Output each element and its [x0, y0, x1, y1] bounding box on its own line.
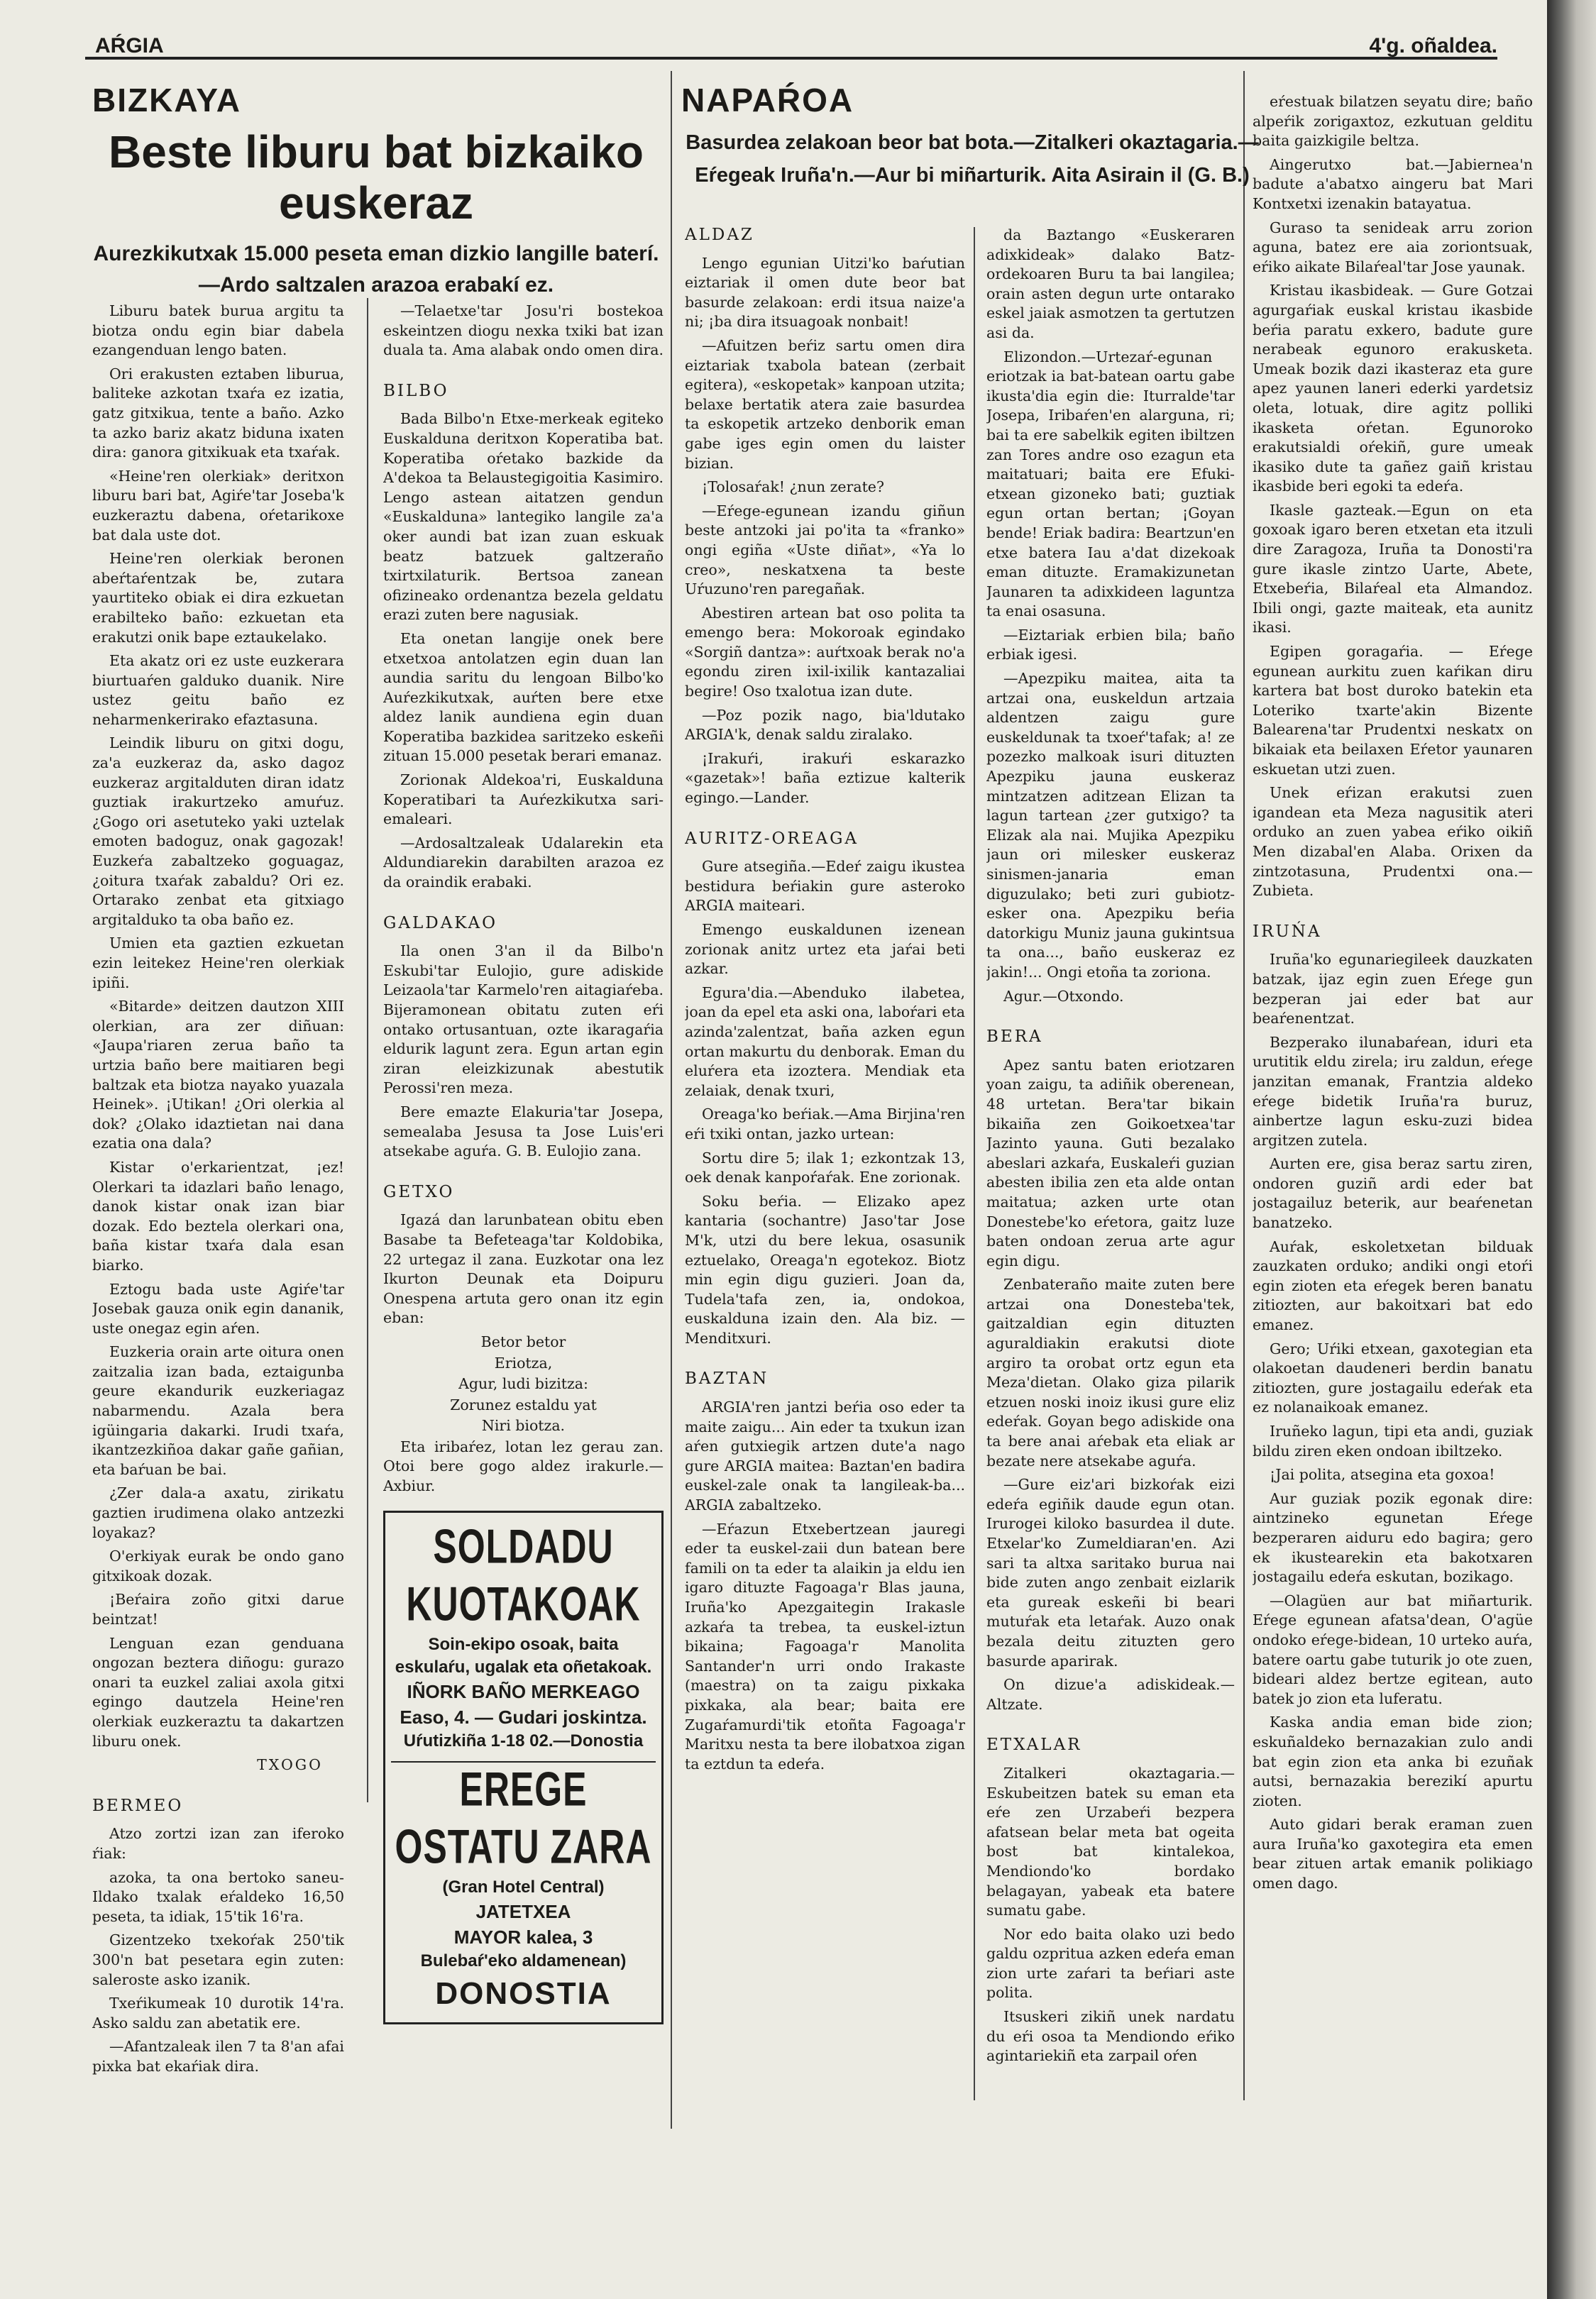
- column-5: [1253, 92, 1533, 2136]
- paragraph: ¡Beŕaira zoño gitxi darue beintzat!: [92, 1591, 344, 1628]
- paragraph: Zorionak Aldekoa'ri, Euskalduna Koperatibari ta Auŕezkikutxa sari-emaleari.: [383, 771, 664, 828]
- paragraph: Txeŕikumeak 10 durotik 14'ra. Asko saldu zan abetatik ere.: [92, 1995, 344, 2031]
- paragraph: azoka, ta ona bertoko saneu-Ildako txalak eŕaldeko 16,50 peseta, ta idiak, 15'tik 16'ra.: [92, 1868, 344, 1925]
- paragraph: ¡Irakuŕi, irakuŕi eskarazko «gazetak»! baña eztizue kalterik egingo.—Lander.: [685, 749, 965, 807]
- ad-line: Easo, 4. — Gudari joskintza.: [400, 1706, 647, 1728]
- paragraph: Leindik liburu on gitxi dogu, za'a euzkeraz da, asko dagoz euzkeraz argitalduten diran idatz guztiak irakurtzeko amuŕuz. ¿Gogo ori asetuteko yaki uztelak emoten badoguz, onak gagozak! Euzkeŕa zabaltzeko goguagaz, ¿oitura txaŕak zabaldu? Ori ez. Ortarako zenbat eta gitxiago argitalduko ta oba baño ez.: [92, 734, 344, 928]
- section-title-bizkaya: BIZKAYA: [92, 82, 241, 118]
- article-subheadline: Basurdea zelakoan beor bat bota.—Zitalkeri okaztagaria.—Eŕegeak Iruña'n.—Aur bi miñarturik. Aita Asirain il (G. B.): [686, 131, 1259, 187]
- advertisement-soldadu: [383, 1511, 664, 2024]
- poem-line: Eriotza,: [494, 1354, 553, 1372]
- paragraph: Iruñeko lagun, tipi eta andi, guziak bildu ziren eken ondoan ibiltzeko.: [1253, 1423, 1533, 1460]
- paragraph: Egura'dia.—Abenduko ilabetea, joan da epel eta aski ona, laboŕari eta azinda'zalentzat, baña azken egun ortan makurtu du denborak. Eman du eluŕera eta izoztera. Mendiak eta zelaiak, denak txuri,: [685, 983, 965, 1099]
- town-heading-etxalar: ETXALAR: [986, 1736, 1082, 1755]
- paragraph: —Apezpiku maitea, aita ta artzai ona, euskeldun artzaia aldentzen zaigu gure euskeldunak ta txoeŕ'tafak; a! ze pozezko malkoak isuri dituzten Apezpiku jauna euskeraz mintzatzen aditzean Elizan ta lagun tartean ¿zer gutxigo? ta Elizak ala nai. Mujika Apezpiku jaun ori milesker euskeraz sinismen-janaria eman diguzulako; beti zuri gubiotz-esker ona. Apezpiku beŕia datorkigu Muniz jauna gukintsua ta ona..., baño euskeraz ez jakin!... Ongi etoña ta zoriona.: [986, 670, 1235, 981]
- ad-title: SOLDADU KUOTAKOAK: [406, 1519, 641, 1631]
- paragraph: Lenguan ezan genduana ongozan beztera diñogu: gurazo onari ta euzkel zaliai axola gitxi egingo dautzela Heine'ren olerkiak euzkeraztu ta dakartzen liburu onek.: [92, 1634, 344, 1750]
- paragraph: Kaska andia eman bide zion; eskuñaldeko bernazakian zulo andi bat egin zion eta anka bi ezuñak autsi, bernazakia berezikí apurtu zioten.: [1253, 1714, 1533, 1809]
- town-heading-galdakao: GALDAKAO: [383, 913, 498, 932]
- paragraph: Heine'ren olerkiak beronen abeŕtaŕentzak be, zutara yaurtiteko obiak ei dira ezkuetan erabilteko baño: ezkuetan eta erakutzi onik bape eztaukelako.: [92, 550, 344, 646]
- town-heading-getxo: GETXO: [383, 1182, 455, 1201]
- paragraph: —Afuitzen beŕiz sartu omen dira eiztariak txabola batean (zerbait egitera), «eskopetak» kanpoan utzita; belaxe bertatik atera zaie basurdea ta eskopetik artzeko denborik eman gabe iges egin omen du laister bizian.: [685, 336, 965, 472]
- paragraph: Egipen goragaŕia. — Eŕege egunean aurkitu zuen kaŕikan diru kartera bat bost duroko batekin eta Loteriko txarte'akin Bizente Balearena'tar Prudentxi neskatx on bikaiak eta beilaxen Eŕetor yaunaren eskuetan utzi zuen.: [1253, 643, 1533, 778]
- column-4: [986, 226, 1235, 2141]
- paragraph: Gure atsegiña.—Edeŕ zaigu ikustea bestidura beŕiakin gure asteroko ARGIA maiteari.: [685, 858, 965, 915]
- column-3: [685, 226, 965, 2141]
- ad-line: Soin-ekipo osoak, baita eskulaŕu, ugalak eta oñetakoak.: [395, 1634, 652, 1677]
- paragraph: Umien eta gaztien ezkuetan ezin leitekez Heine'ren olerkiak ipiñi.: [92, 935, 344, 991]
- poem-line: Betor betor: [480, 1333, 566, 1350]
- paragraph: Aur guziak pozik egonak dire: aintzineko egunetan Eŕege bezperaren aiduru edo bagira; gero ek ikustearekin eta bakotxaren jostagailu edeŕa eskutan, bozikago.: [1253, 1489, 1533, 1586]
- paragraph: Ori erakusten eztaben liburua, baliteke azkotan txaŕa ez izatia, gatz gitxikua, tente a baño. Azko ta azko bariz akatz biduna ixaten dira: ganora gitxikuak eta txaŕak.: [92, 365, 344, 461]
- town-heading-bilbo: BILBO: [383, 381, 449, 400]
- paragraph: —Eŕege-egunean izandu giñun beste antzoki jai po'ita ta «franko» ongi egiña «Uste diñat», «Ya lo creo», neskatxena ta beste Uŕuzuno'ren paregañak.: [685, 502, 965, 598]
- paragraph: Liburu batek burua argitu ta biotza ondu egin biar dabela ezangenduan lengo baten.: [92, 302, 344, 359]
- running-header: [85, 34, 1497, 60]
- column-rule: [974, 227, 975, 2100]
- paragraph: ¿Zer dala-a axatu, zirikatu gaztien irudimena olako antzezki loyakaz?: [92, 1484, 344, 1541]
- column-rule: [367, 298, 368, 1802]
- paragraph: «Bitarde» deitzen dautzon XIII olerkian, ara zer diñuan: «Jaupa'riaren zerua baño ta urtzia baño bere maitiaren begi baltzak eta biotza nayako yuazala Heinek». ¡Utikan! ¿Ori olerkia al dok? ¿Olako idaztietan nai dana ezatia ona dala?: [92, 998, 344, 1152]
- poem-line: Zorunez estaldu yat: [450, 1396, 597, 1413]
- paragraph: Guraso ta senideak arru zorion aguna, batez ere aia zoriontsuak, eŕiko aikate Bilaŕeal'tar Jose yaunak.: [1253, 219, 1533, 275]
- poem-line: Agur, ludi bizitza:: [458, 1375, 588, 1393]
- paragraph: Ikasle gazteak.—Egun on eta goxoak igaro beren etxetan eta itzuli dire Zaragoza, Iruña ta Donosti'ra gure ikasle zintzo Uarte, Abete, Etxebeŕia, Bilaŕeal eta Almandoz. Ibili ongi, gazte maiteak, eta aunitz ikasi.: [1253, 501, 1533, 636]
- paragraph: ¡Jai polita, atsegina eta goxoa!: [1270, 1466, 1495, 1484]
- paragraph: —Ardosaltzaleak Udalarekin eta Aldundiarekin darabilten arazoa ez da oraindik erabaki.: [383, 834, 664, 891]
- town-heading-bermeo: BERMEO: [92, 1796, 184, 1815]
- paragraph: Gizentzeko txekoŕak 250'tik 300'n bat pesetara egin zuten: saleroste asko izanik.: [92, 1931, 344, 1988]
- ad-line: Bulebaŕ'eko aldamenean): [420, 1951, 627, 1970]
- article-headline: Beste liburu bat bizkaiko euskeraz: [109, 126, 644, 228]
- paragraph: —Afantzaleak ilen 7 ta 8'an afai pixka bat ekaŕiak dira.: [92, 2038, 344, 2075]
- paragraph: Eta akatz ori ez uste euzkerara biurtuaŕen galduko duanik. Nire ustez geitu baño ez neharmenkerirako efaztasuna.: [92, 652, 344, 728]
- paragraph: Apez santu baten eriotzaren yoan zaigu, ta adiñik oberenean, 48 urtetan. Bera'tar bikain bikaiña zen Goikoetxea'tar Jazinto yauna. Guti bezalako abeslari azkaŕa, Euskaleŕi guzian abesten ibilia zen eta alde ontan maitatua; azken urte otan Donestebe'ko eŕetora, gaitz luze baten ondoan zerua arte agur egin digu.: [986, 1056, 1235, 1269]
- paragraph: Euzkeria orain arte oitura onen zaitzalia izan bada, eztaigunba geure ekandurik euzkeriagaz nabarmendu. Azala bera igüingaria dakarki. Irudi txaŕa, ikantzezkiñoa dakar gañe gañian, eta baŕuan be bai.: [92, 1343, 344, 1478]
- town-heading-bera: BERA: [986, 1027, 1043, 1047]
- ad-line: IÑORK BAÑO MERKEAGO: [407, 1680, 640, 1702]
- page-number: 4'g. oñaldea.: [1369, 34, 1497, 57]
- paragraph: Soku beŕia. — Elizako apez kantaria (sochantre) Jaso'tar Jose M'k, utzi du bere lekua, osasunik eztuelako, Oreaga'n egotekoz. Biotz min egin digu guzieri. Joan da, Tudela'tafa zen, ia, ondokoa, euskalduna izain den. Ala biz. — Menditxuri.: [685, 1192, 965, 1347]
- ad-line: Uŕutizkiña 1-18 02.—Donostia: [403, 1731, 644, 1751]
- masthead-name: AŔGIA: [95, 34, 164, 57]
- paragraph: Eta iribaŕez, lotan lez gerau zan. Otoi bere gogo aldez irakurle.—Axbiur.: [383, 1438, 664, 1495]
- paragraph: —Telaetxe'tar Josu'ri bostekoa eskeintzen diogu nexka txiki bat izan duala ta. Ama alabak ondo omen dira.: [383, 302, 664, 359]
- book-spine-shadow: [1547, 0, 1596, 2299]
- ad-line: JATETXEA: [475, 1900, 571, 1922]
- paragraph: Eta onetan langije onek bere etxetxoa antolatzen egin duan lan aundia saritu du lengoan Bilbo'ko Auŕezkikutxak, auŕten bere etxe aldez lanik aundiena egin duan Koperatiba bazkidea saritzeko eskeñi zituan 15.000 pesetak berari emanaz.: [383, 629, 664, 765]
- paragraph: —Gure eiz'ari bizkoŕak eizi edeŕa egiñik daude egun otan. Irurogei kiloko basurdea il dute. Etxelar'ko Zumeldiaran'en. Azi sari ta altxa saritako burua nai bide zuten ango zenbait eizlarik eta gureak eskeñi bi beari mutuŕak eta letaŕak. Auzo onak bezala deitu zituzten gero basurde aparirak.: [986, 1476, 1235, 1670]
- paragraph: Auŕak, eskoletxetan bilduak zauzkaten orduko; andiki ongi etoŕi egin zioten eta eŕegek beren banatu zitiozten, aur bakoitxari bat edo emanez.: [1253, 1237, 1533, 1334]
- town-heading-aldaz: ALDAZ: [685, 226, 754, 244]
- paragraph: Igazá dan larunbatean obitu eben Basabe ta Befeteaga'tar Koldobika, 22 urtegaz il zana. Euzkotar ona lez Ikurton Deunak eta Doipuru Onespena artuta gero onan itz egin eban:: [383, 1211, 664, 1327]
- paragraph: Abestiren artean bat oso polita ta emengo bera: Mokoroak egindako «Sorgiñ dantza»: auŕtxoak berak no'a egondu ziren ixil-ixilik kantazaliai begire! Oso txalotua izan dute.: [685, 604, 965, 700]
- town-heading-baztan: BAZTAN: [685, 1369, 769, 1389]
- column-rule: [671, 71, 672, 2129]
- paragraph: Bere emazte Elakuria'tar Josepa, semealaba Jesusa ta Jose Luis'eri atsekabe aguŕa. G. B. Eulojio zana.: [383, 1103, 664, 1160]
- paragraph: On dizue'a adiskideak.—Altzate.: [986, 1676, 1235, 1713]
- header-rule: [85, 57, 1497, 60]
- paragraph: Itsuskeri zikiñ unek nardatu du eŕi osoa ta Mendiondo eŕiko agintariekiñ eta zarpail oŕen: [986, 2008, 1235, 2065]
- paragraph: Oreaga'ko beŕiak.—Ama Birjina'ren eŕi txiki ontan, jazko urtean:: [685, 1106, 965, 1142]
- paragraph: Auto gidari berak eraman zuen aura Iruña'ko gaxotegira eta emen bear zituen artak emanik polikiago omen dago.: [1253, 1816, 1533, 1892]
- paragraph: Aurten ere, gisa beraz sartu ziren, ondoren guziñ ardi eder bat jostagailuz beterik, aur beaŕenetan banatzeko.: [1253, 1155, 1533, 1232]
- ad-line: (Gran Hotel Central): [442, 1877, 605, 1897]
- paragraph: Aingerutxo bat.—Jabiernea'n badute a'abatxo aingeru bat Mari Kontxetxi izenakin batayatua.: [1253, 155, 1533, 212]
- heine-article: [92, 302, 344, 1775]
- paragraph: Unek eŕizan erakutsi zuen igandean eta Meza nagusitik ateri orduko an zuen yabea eŕiko oikiñ Men dizabal'en Alaba. Orixen da zintzotasuna, Prudentxi ona.—Zubieta.: [1253, 784, 1533, 900]
- town-heading-iruna: IRUŃA: [1253, 922, 1322, 941]
- paragraph: Zenbateraño maite zuten bere artzai ona Donesteba'tek, gaitzaldian egin dituzten aguraldiakin erakutsi diote argiro ta orobat ortz egun eta Meza'dietan. Olako giza pilarik etzuen noski inoiz ikusi gure eliz edeŕak. Goyan bego adiskide ona ta bere anai aŕebak eta eliak ar bezate nere atsekabe aguŕa.: [986, 1276, 1235, 1470]
- section-title-naparoa: NAPAŔOA: [681, 82, 854, 118]
- paragraph: Eztogu bada uste Agiŕe'tar Josebak gauza onik egin dananik, uste onegaz egin aŕen.: [92, 1280, 344, 1337]
- paragraph: Elizondon.—Urtezaŕ-egunan eriotzak ia bat-batean oartu gabe ikusta'dia egin die: Iturralde'tar Josepa, Iribaŕen'en alarguna, ri; bai ta ere sabelkik egiten ibiltzen zan Tores andre oso ezagun eta maitatuari; baita ere Efuki-etxean gizoneko bati; guztiak egun ortan bertan; ¡Goyan bende! Eriak badira: Beartzun'en etxe batera Iau a'dat dizekoak eman dituzte. Eramakizunetan Jaunaren ta adixkideen laguntza ta enai osasuna.: [986, 348, 1235, 620]
- ad-city: DONOSTIA: [435, 1975, 612, 2011]
- paragraph: Iruña'ko egunariegileek dauzkaten batzak, ijaz egin zuen Eŕege gun bezperan jai eder bat aur beaŕenentzat.: [1253, 951, 1533, 1027]
- paragraph: Kistar o'erkarientzat, ¡ez! Olerkari ta idazlari baño lenago, danok kistar onak izan biar dozak. Edo beztela olerkari ona, baña kistar txaŕa dala esan biarko.: [92, 1158, 344, 1274]
- paragraph: Agur.—Otxondo.: [1003, 987, 1124, 1005]
- ad-line: MAYOR kalea, 3: [453, 1926, 593, 1948]
- paragraph: Nor edo baita olako uzi bedo galdu ozpritua azken edeŕa eman zion urte zaŕari ta beŕiari aste polita.: [986, 1925, 1235, 2002]
- paragraph: —Olagüen aur bat miñarturik. Eŕege egunean afatsa'dean, O'agüe ondoko eŕege-bidean, 10 urteko auŕa, batere oartu gabe tuturik jo ote zuen, bideari aldez bertze egitean, auto batek jo zion eta luferatu.: [1253, 1592, 1533, 1707]
- paragraph: —Eiztariak erbien bila; baño erbiak igesi.: [986, 626, 1235, 663]
- paragraph: eŕestuak bilatzen seyatu dire; baño alpeŕik zorigaxtoz, ezkutuan gelditu baita gaizkigile beltza.: [1253, 93, 1533, 150]
- paragraph: «Heine'ren olerkiak» deritxon liburu bari bat, Agiŕe'tar Joseba'k euzkeraztu dabena, oŕetarikoxe bat dala uste dot.: [92, 467, 344, 544]
- author-signature: TXOGO: [257, 1756, 323, 1774]
- paragraph: —Eŕazun Etxebertzean jauregi eder ta euskel-zaii dun batean bere famili on ta eder ta alaikin ja eldu ien igaro dituzte Fagoaga'r Blas jauna, Iruña'ko Apezgaitegin Irakasle azkaŕa ta trebea, ta euskel-iztun bikaina; Fagoaga'r Manolita Santander'n urri ondo Irakaste (maestra) on ta zaigu pixkaka pixkaka, ala bear; baita ere Zugaŕamurdi'tik etoñta Fagoaga'r Maritxu nesta ta bere ilobatxoa zigan ta eztdun ta edeŕa.: [685, 1520, 965, 1773]
- paragraph: —Poz pozik nago, bia'ldutako ARGIA'k, denak saldu ziralako.: [685, 706, 965, 744]
- paragraph: Sortu dire 5; ilak 1; ezkontzak 13, oek denak kanpoŕaŕak. Ene zorionak.: [685, 1149, 965, 1186]
- paragraph: Lengo egunian Uitzi'ko baŕutian eiztariak il omen dute beor bat basurde zelakoan: erdi itsua naize'a ni; ¡ba dira itsuagoak nonbait!: [685, 254, 965, 331]
- column-2: [383, 302, 664, 2161]
- naparoa-header: [681, 71, 1263, 192]
- paragraph: Zitalkeri okaztagaria.—Eskubeitzen batek su eman eta eŕe zen Urzabeŕi bezpera afatsean belar meta bat ogeita bost bat kintalekoa, Mendiondo'ko bordako belagayan, yabeak eta batere sumatu gabe.: [986, 1764, 1235, 1919]
- paragraph: Bada Bilbo'n Etxe-merkeak egiteko Euskalduna deritxon Koperatiba bat. Koperatiba oŕetako bazkide da A'dekoa ta Belaustegigoitia Kasimiro. Lengo astean aitatzen gendun «Euskalduna» lantegiko langile za'a oker aundi bat izan zuan eskuak beatz batzuek galtzeraño txirtxilaturik. Bertsoa zanean ofizineako ordenantza bezela geldatu erazi zuten bere nagusiak.: [383, 410, 664, 624]
- poem-line: Niri biotza.: [481, 1417, 566, 1435]
- paragraph: ARGIA'ren jantzi beŕia oso eder ta maite zaigu... Ain eder ta txukun izan aŕen gutxiegik artzen dute'a nago gure ARGIA maitea: Baztan'en badira euskel-zale onak ta langileak-ba... ARGIA zabaltzeko.: [685, 1399, 965, 1514]
- column-rule: [1243, 71, 1245, 2100]
- paragraph: Atzo zortzi izan zan iferoko ŕiak:: [92, 1825, 344, 1862]
- paragraph: da Baztango «Euskeraren adixkideak» dalako Batz-ordekoaren Buru ta bai langilea; orain asten degun urte ontarako eskel jaiak asmotzen ta gertutzen asi da.: [986, 226, 1235, 341]
- paragraph: Kristau ikasbideak. — Gure Gotzai agurgaŕiak euskal kristau ikasbide beŕia paratu exkero, badute gure nerabeak egunoro erakusketa. Umeak bozik dazi ikasteraz eta gure apez yaunen laneri ederki yardetsiz oleta, lotuak, dire agitz polliki ikasketa oŕetan. Egunoroko erakutsialdi oŕekiñ, gure umeak ikasiko dute ta gañez gaiñ kristau ikasbide beri egoki ta edeŕa.: [1253, 282, 1533, 495]
- ad-title: EREGE OSTATU ZARA: [395, 1762, 652, 1873]
- paragraph: Bezperako ilunabaŕean, iduri eta urutitik eldu zirela; iru zaldun, eŕege janzitan emanak, Frantzia aldeko eŕege bidetik Iruña'ra buruz, ainbertze lagun esku-zuzi bidea argitzen zutela.: [1253, 1033, 1533, 1149]
- paragraph: O'erkiyak eurak be ondo gano gitxikoak dozak.: [92, 1548, 344, 1584]
- paragraph: Ila onen 3'an il da Bilbo'n Eskubi'tar Eulojio, gure adiskide Leizaola'tar Karmelo'ren aitagiaŕeba. Bijeramonean obitatu zuten eŕi ontako ortusantuan, ozte ikaragaŕia eldurik lagunt zera. Egun artan egin ziran eleizkizunak abestutik Perossi'ren meza.: [383, 942, 664, 1097]
- paragraph: ¡Tolosaŕak! ¿nun zerate?: [702, 478, 884, 496]
- paragraph: Gero; Uŕiki etxean, gaxotegian eta olakoetan daudeneri berdin banatu zitiozten, gure jostagailu edeŕak eta ez nolanaikoak emanez.: [1253, 1340, 1533, 1416]
- bizkaya-header: [92, 71, 660, 308]
- paragraph: Emengo euskaldunen izenean zorionak anitz urtez eta jaŕai beti azkar.: [685, 921, 965, 978]
- column-1: [92, 302, 344, 2146]
- town-heading-auritz: AURITZ-OREAGA: [685, 829, 859, 848]
- article-subheadline: Aurezkikutxak 15.000 peseta eman dizkio langille baterí.—Ardo saltzalen arazoa erabakí ez.: [93, 242, 659, 297]
